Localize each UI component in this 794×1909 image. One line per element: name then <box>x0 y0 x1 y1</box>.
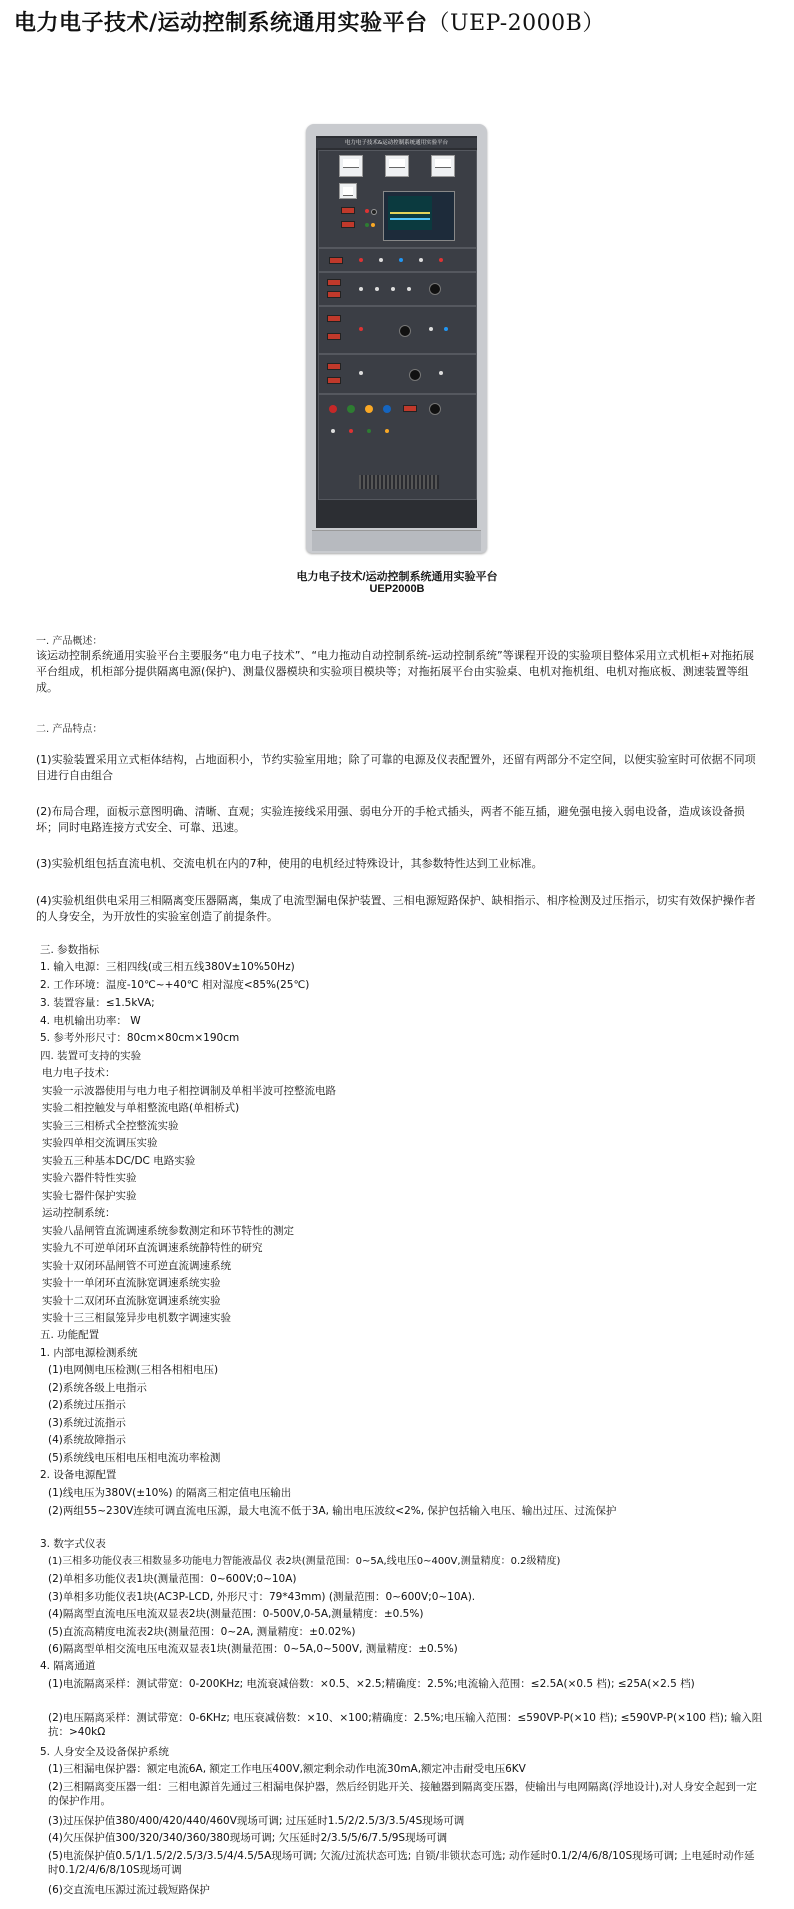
cabinet-module-2-knob <box>429 283 441 295</box>
spec-line: 实验一示波器使用与电力电子相控调制及单相半波可控整流电路 <box>42 1085 336 1097</box>
panel-meter-2 <box>385 155 409 177</box>
jack-green <box>365 223 369 227</box>
feature-text-1: (1)实验装置采用立式柜体结构，占地面积小，节约实验室用地；除了可靠的电源及仪表配置外，还留有两部分不定空间，以便实验室时可依据不同项目进行自由组合 <box>36 753 756 782</box>
spec-line: 2. 工作环境：温度-10℃~+40℃ 相对湿度<85%(25℃) <box>40 979 310 991</box>
spec-line: 5. 人身安全及设备保护系统 <box>40 1746 169 1758</box>
cabinet-module-4-jack-2 <box>439 371 443 375</box>
spec-line: (6)交直流电压源过流过载短路保护 <box>48 1884 210 1896</box>
cabinet-module-3-led-1 <box>327 315 341 322</box>
jack-red <box>365 209 369 213</box>
spec-line: 实验四单相交流调压实验 <box>42 1137 158 1149</box>
spec-line: 实验七器件保护实验 <box>42 1190 137 1202</box>
cabinet-module-2-led-2 <box>327 291 341 298</box>
feature-text-4: (4)实验机组供电采用三相隔离变压器隔离，集成了电流型漏电保护装置、三相电源短路保护、缺相指示、相序检测及过压指示，切实有效保护操作者的人身安全，为开放性的实验室创造了前提条件。 <box>36 894 756 923</box>
panel-meter-3 <box>431 155 455 177</box>
cabinet-module-1-jack-3 <box>399 258 403 262</box>
spec-line: (5)系统线电压相电压相电流功率检测 <box>48 1452 221 1464</box>
cabinet-base <box>312 530 481 551</box>
spec-line: 5. 参考外形尺寸：80cm×80cm×190cm <box>40 1032 240 1044</box>
spec-line: (2)两组55~230V连续可调直流电压源，最大电流不低于3A, 输出电压波纹<2%, 保护包括输入电压、输出过压、过流保护 <box>48 1505 617 1517</box>
cabinet-module-4-jack-1 <box>359 371 363 375</box>
cabinet-module-3-knob <box>399 325 411 337</box>
spec-line: 3. 装置容量：≤1.5kVA; <box>40 997 155 1009</box>
spec-line: 2. 设备电源配置 <box>40 1469 117 1481</box>
spec-line: (4)系统故障指示 <box>48 1434 126 1446</box>
spec-line: (1)三相漏电保护器：额定电流6A, 额定工作电压400V,额定剩余动作电流30mA,额定冲击耐受电压6KV <box>48 1763 526 1775</box>
spec-line: (6)隔离型单相交流电压电流双显表1块(测量范围：0~5A,0~500V, 测量精度：±0.5%) <box>48 1643 458 1655</box>
cabinet-module-1-jack-4 <box>419 258 423 262</box>
cabinet-module-3-jack-2 <box>429 327 433 331</box>
image-caption-title: 电力电子技术/运动控制系统通用实验平台 <box>296 571 498 583</box>
spec-line: (3)单相多功能仪表1块(AC3P-LCD, 外形尺寸：79*43mm) (测量范围：0~600V;0~10A). <box>48 1591 476 1603</box>
control-button-yellow <box>365 405 373 413</box>
spec-line: 实验十二双闭环直流脉宽调速系统实验 <box>42 1295 221 1307</box>
control-jack-1 <box>331 429 335 433</box>
cabinet-module-2-jack-1 <box>359 287 363 291</box>
cabinet-module-3 <box>318 306 477 354</box>
cabinet-module-3-led-2 <box>327 333 341 340</box>
overview-paragraph <box>36 648 756 696</box>
spec-line: (2)单相多功能仪表1块(测量范围：0~600V;0~10A) <box>48 1573 297 1585</box>
cabinet-module-2-jack-4 <box>407 287 411 291</box>
feature-item-2 <box>36 804 756 836</box>
spec-line: (1)三相多功能仪表三相数显多功能电力智能液晶仪 表2块(测量范围：0~5A,线电压0~400V,测量精度：0.2级精度) <box>48 1556 561 1567</box>
spec-line: (3)系统过流指示 <box>48 1417 126 1429</box>
cabinet-module-4-knob <box>409 369 421 381</box>
page-title <box>14 6 605 37</box>
control-knob <box>429 403 441 415</box>
jack-yellow <box>371 223 375 227</box>
spec-line: (1)电流隔离采样：测试带宽：0-200KHz; 电流衰减倍数：×0.5、×2.5;精确度：2.5%;电流输入范围：≤2.5A(×0.5 档); ≤25A(×2.5 档) <box>48 1678 695 1690</box>
control-button-blue <box>383 405 391 413</box>
spec-line: 实验十双闭环晶闸管不可逆直流调速系统 <box>42 1260 231 1272</box>
control-jack-3 <box>367 429 371 433</box>
panel-led-2 <box>341 221 355 228</box>
panel-meter-4 <box>339 183 357 199</box>
spec-line: 运动控制系统： <box>42 1207 116 1219</box>
spec-line: (1)线电压为380V(±10%) 的隔离三相定值电压输出 <box>48 1487 292 1499</box>
cabinet-module-4 <box>318 354 477 394</box>
spec-line: 实验九不可逆单闭环直流调速系统静特性的研究 <box>42 1242 263 1254</box>
cabinet-frame <box>306 124 487 553</box>
control-button-green <box>347 405 355 413</box>
spec-line: (3)过压保护值380/400/420/440/460V现场可调; 过压延时1.5/2/2.5/3/3.5/4S现场可调 <box>48 1815 465 1827</box>
features-heading: 二. 产品特点： <box>36 724 103 735</box>
spec-line: 实验十三三相鼠笼异步电机数字调速实验 <box>42 1312 231 1324</box>
spec-line: 实验三三相桥式全控整流实验 <box>42 1120 179 1132</box>
spec-line: (4)欠压保护值300/320/340/360/380现场可调; 欠压延时2/3.5/5/6/7.5/9S现场可调 <box>48 1832 448 1844</box>
cabinet-module-3-jack-1 <box>359 327 363 331</box>
feature-item-1 <box>36 752 756 784</box>
spec-line: 三. 参数指标 <box>40 944 100 956</box>
cabinet-module-2-jack-2 <box>375 287 379 291</box>
spec-line: (2)系统过压指示 <box>48 1399 126 1411</box>
cabinet-module-4-led-2 <box>327 377 341 384</box>
control-led <box>403 405 417 412</box>
spec-line: (2)系统各级上电指示 <box>48 1382 147 1394</box>
spec-line: (1)电网侧电压检测(三相各相相电压) <box>48 1364 219 1376</box>
cabinet-module-2-jack-3 <box>391 287 395 291</box>
spec-line: 实验五三种基本DC/DC 电路实验 <box>42 1155 196 1167</box>
spec-line: 4. 隔离通道 <box>40 1660 96 1672</box>
spec-line: (5)电流保护值0.5/1/1.5/2/2.5/3/3.5/4/4.5/5A现场可调; 欠流/过流状态可选; 自锁/非锁状态可选; 动作延时0.1/2/4/6/8/10S现场可调; 上电延时动作延时0.1/2/4/6/8/10S现场可调 <box>48 1850 755 1876</box>
cabinet-module-1-jack-2 <box>379 258 383 262</box>
oscilloscope <box>383 191 455 241</box>
cabinet-module-2-led-1 <box>327 279 341 286</box>
spec-line: 1. 输入电源：三相四线(或三相五线380V±10%50Hz) <box>40 961 295 973</box>
feature-item-3 <box>36 856 756 872</box>
title-model: （UEP-2000B） <box>427 11 605 36</box>
spec-line: 四. 装置可支持的实验 <box>40 1050 142 1062</box>
cabinet-module-2 <box>318 272 477 306</box>
control-jack-4 <box>385 429 389 433</box>
spec-line: (2)电压隔离采样：测试带宽：0-6KHz; 电压衰减倍数：×10、×100;精确度：2.5%;电压输入范围：≤590VP-P(×10 档); ≤590VP-P(×100 档); 输入阻抗：>40kΩ <box>48 1712 763 1738</box>
spec-line: 五. 功能配置 <box>40 1329 100 1341</box>
feature-item-4 <box>36 893 756 925</box>
spec-line: (4)隔离型直流电压电流双显表2块(测量范围：0-500V,0-5A,测量精度：±0.5%) <box>48 1608 424 1620</box>
cabinet-module-1 <box>318 248 477 272</box>
cabinet-module-4-led-1 <box>327 363 341 370</box>
feature-text-3: (3)实验机组包括直流电机、交流电机在内的7种，使用的电机经过特殊设计，其参数特性达到工业标准。 <box>36 857 543 870</box>
overview-text: 该运动控制系统通用实验平台主要服务“电力电子技术”、“电力拖动自动控制系统-运动控制系统”等课程开设的实验项目整体采用立式机柜+对拖拓展平台组成，机柜部分提供隔离电源(保护)、测量仪器模块和实验项目模块等；对拖拓展平台由实验桌、电机对拖机组、电机对拖底板、测速装置等组成。 <box>36 649 754 694</box>
spec-line: 4. 电机输出功率： W <box>40 1015 141 1027</box>
control-button-red <box>329 405 337 413</box>
spec-line: 1. 内部电源检测系统 <box>40 1347 138 1359</box>
spec-line: (5)直流高精度电流表2块(测量范围：0~2A, 测量精度：±0.02%) <box>48 1626 356 1638</box>
spec-line: 电力电子技术： <box>42 1067 116 1079</box>
overview-heading: 一. 产品概述： <box>36 636 103 647</box>
cabinet-module-3-jack-3 <box>444 327 448 331</box>
product-image <box>306 124 487 553</box>
spec-line: 实验十一单闭环直流脉宽调速系统实验 <box>42 1277 221 1289</box>
cabinet-module-1-jack-1 <box>359 258 363 262</box>
image-caption-model: UEP2000B <box>369 583 425 595</box>
spec-line: 实验八晶闸管直流调速系统参数测定和环节特性的测定 <box>42 1225 294 1237</box>
control-panel <box>318 394 477 500</box>
feature-text-2: (2)布局合理，面板示意图明确、清晰、直观；实验连接线采用强、弱电分开的手枪式插头，两者不能互插，避免强电接入弱电设备，造成该设备损坏；同时电路连接方式安全、可靠、迅速。 <box>36 805 745 834</box>
panel-meter-1 <box>339 155 363 177</box>
spec-line: 3. 数字式仪表 <box>40 1538 106 1550</box>
spec-line: 实验二相控触发与单相整流电路(单相桥式) <box>42 1102 240 1114</box>
title-text: 电力电子技术/运动控制系统通用实验平台 <box>14 11 428 36</box>
cabinet-header-strip: 电力电子技术&运动控制系统通用实验平台 <box>316 138 477 148</box>
control-jack-2 <box>349 429 353 433</box>
jack-black <box>371 209 377 215</box>
cabinet-module-1-jack-5 <box>439 258 443 262</box>
meter-panel <box>318 150 477 248</box>
cabinet-module-1-led <box>329 257 343 264</box>
cabinet-vent <box>359 475 439 489</box>
spec-line: 实验六器件特性实验 <box>42 1172 137 1184</box>
panel-led-1 <box>341 207 355 214</box>
spec-line: (2)三相隔离变压器一组：三相电源首先通过三相漏电保护器，然后经钥匙开关、接触器到隔离变压器，使输出与电网隔离(浮地设计),对人身安全起到一定的保护作用。 <box>48 1781 757 1807</box>
